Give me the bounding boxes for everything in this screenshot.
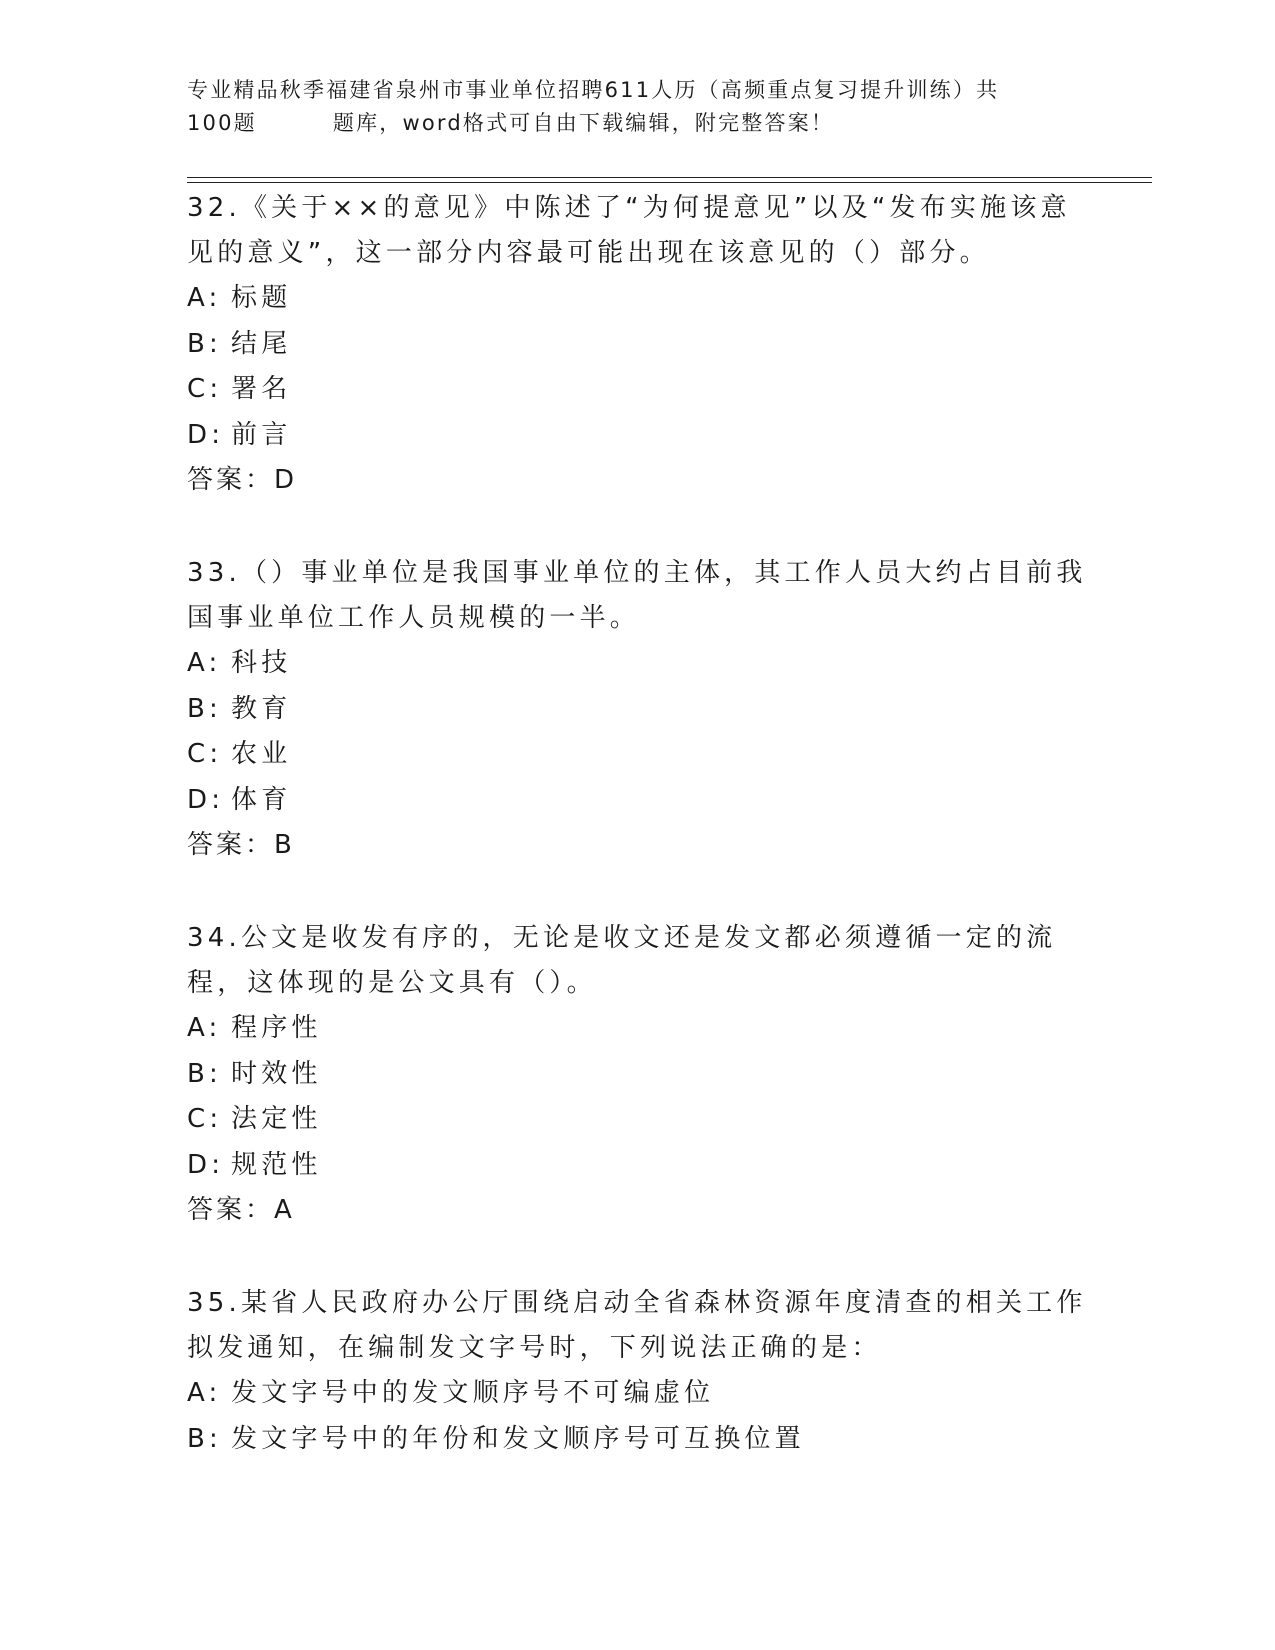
question-35 bbox=[187, 1281, 1087, 1462]
option-a bbox=[187, 641, 1087, 687]
option-key: B: bbox=[187, 1423, 222, 1454]
question-stem bbox=[187, 186, 1087, 276]
option-text: 程序性 bbox=[231, 1013, 322, 1043]
option-key: D: bbox=[187, 784, 225, 815]
document-header bbox=[187, 74, 1067, 140]
option-key: A: bbox=[187, 283, 222, 313]
option-d bbox=[187, 413, 1087, 459]
option-key: A: bbox=[187, 1378, 222, 1408]
answer-label: 答案： bbox=[187, 830, 275, 860]
answer-label: 答案： bbox=[187, 1195, 275, 1225]
question-text: （）事业单位是我国事业单位的主体，其工作人员大约占目前我国事业单位工作人员规模的一半。 bbox=[187, 558, 1087, 633]
answer-value: D bbox=[274, 465, 298, 495]
option-text: 发文字号中的发文顺序号不可编虚位 bbox=[231, 1378, 715, 1408]
header-line-1: 专业精品秋季福建省泉州市事业单位招聘611人历（高频重点复习提升训练）共 bbox=[187, 78, 1000, 102]
answer-value: A bbox=[274, 1195, 295, 1225]
question-number: 35. bbox=[187, 1288, 241, 1318]
question-stem bbox=[187, 916, 1087, 1006]
question-33 bbox=[187, 551, 1087, 868]
option-key: A: bbox=[187, 1013, 222, 1043]
answer-value: B bbox=[274, 830, 295, 860]
option-text: 科技 bbox=[231, 648, 292, 678]
answer-label: 答案： bbox=[187, 465, 275, 495]
option-text: 教育 bbox=[231, 693, 292, 724]
question-text: 公文是收发有序的，无论是收文还是发文都必须遵循一定的流程，这体现的是公文具有（）。 bbox=[187, 923, 1057, 998]
option-key: C: bbox=[187, 374, 223, 404]
question-number: 34. bbox=[187, 923, 241, 953]
option-d bbox=[187, 1143, 1087, 1189]
option-key: A: bbox=[187, 648, 222, 678]
option-key: B: bbox=[187, 328, 222, 359]
answer-line bbox=[187, 458, 1087, 503]
option-text: 前言 bbox=[231, 419, 292, 450]
option-text: 农业 bbox=[231, 739, 292, 769]
answer-line bbox=[187, 1188, 1087, 1233]
header-rule-bottom bbox=[187, 182, 1152, 183]
option-c bbox=[187, 1097, 1087, 1143]
option-c bbox=[187, 732, 1087, 778]
option-text: 结尾 bbox=[231, 328, 292, 359]
option-text: 发文字号中的年份和发文顺序号可互换位置 bbox=[231, 1423, 805, 1454]
question-stem bbox=[187, 1281, 1087, 1371]
header-rule-top bbox=[187, 177, 1152, 178]
question-number: 33. bbox=[187, 558, 241, 588]
option-key: D: bbox=[187, 419, 225, 450]
header-question-count: 100题 bbox=[187, 111, 257, 135]
option-key: C: bbox=[187, 1104, 223, 1134]
option-b bbox=[187, 1052, 1087, 1098]
option-a bbox=[187, 1371, 1087, 1417]
option-a bbox=[187, 1006, 1087, 1052]
option-text: 法定性 bbox=[231, 1104, 322, 1134]
question-list bbox=[187, 186, 1087, 1510]
header-description: 题库，word格式可自由下载编辑，附完整答案！ bbox=[332, 111, 835, 135]
option-text: 署名 bbox=[231, 374, 292, 404]
option-key: B: bbox=[187, 693, 222, 724]
option-text: 时效性 bbox=[231, 1058, 322, 1089]
option-key: D: bbox=[187, 1149, 225, 1180]
question-number: 32. bbox=[187, 193, 241, 223]
option-text: 规范性 bbox=[231, 1149, 322, 1180]
option-text: 体育 bbox=[231, 784, 292, 815]
question-32 bbox=[187, 186, 1087, 503]
option-a bbox=[187, 276, 1087, 322]
question-stem bbox=[187, 551, 1087, 641]
option-c bbox=[187, 367, 1087, 413]
answer-line bbox=[187, 823, 1087, 868]
header-line-2 bbox=[187, 107, 1067, 140]
option-key: C: bbox=[187, 739, 223, 769]
option-b bbox=[187, 322, 1087, 368]
question-34 bbox=[187, 916, 1087, 1233]
question-text: 《关于××的意见》中陈述了“为何提意见”以及“发布实施该意见的意义”，这一部分内容最可能出现在该意见的（）部分。 bbox=[187, 193, 1071, 268]
option-d bbox=[187, 778, 1087, 824]
option-text: 标题 bbox=[231, 283, 292, 313]
option-b bbox=[187, 1417, 1087, 1463]
option-key: B: bbox=[187, 1058, 222, 1089]
question-text: 某省人民政府办公厅围绕启动全省森林资源年度清查的相关工作拟发通知，在编制发文字号时，下列说法正确的是： bbox=[187, 1288, 1087, 1363]
option-b bbox=[187, 687, 1087, 733]
